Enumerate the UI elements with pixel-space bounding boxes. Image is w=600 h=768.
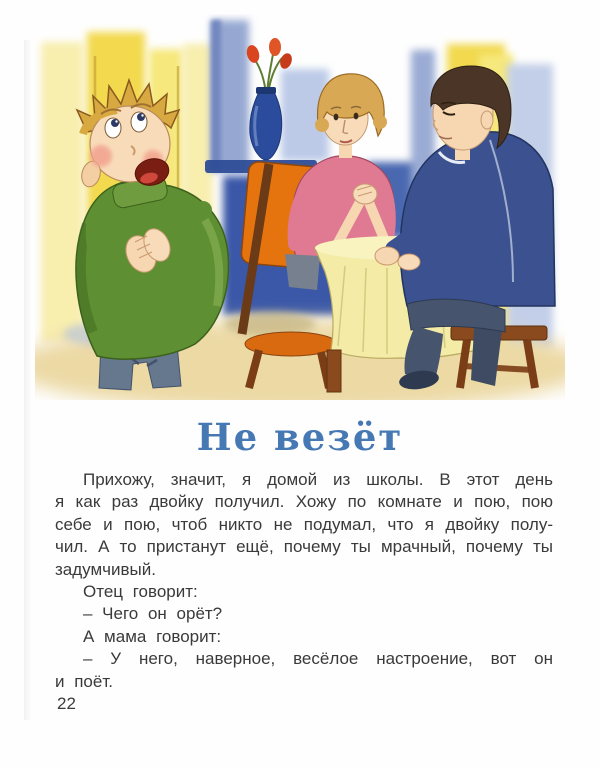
story-line: чил. А то пристанут ещё, почему ты мрачный, почему ты	[55, 537, 553, 557]
boy-eye	[111, 119, 119, 127]
table-leg	[327, 350, 341, 392]
story-line: – У него, наверное, весёлое настроение, вот он	[83, 649, 553, 669]
story-line: Прихожу, значит, я домой из школы. В этот день	[83, 470, 553, 489]
curtain-left-pale	[41, 42, 83, 342]
story-line: – Чего он орёт?	[83, 604, 223, 624]
story-line: Отец говорит:	[83, 581, 198, 601]
mother-skirt	[285, 254, 320, 290]
page-fold-shadow	[24, 40, 32, 720]
story-line: задумчивый.	[55, 559, 156, 579]
page-number: 22	[57, 694, 76, 713]
father-ear	[481, 111, 493, 129]
father-hand	[375, 247, 399, 265]
father-hand	[398, 254, 420, 270]
tulip	[269, 38, 281, 56]
boy-eye	[137, 113, 145, 121]
story-title: Не везёт	[196, 415, 404, 459]
story-line: и поёт.	[55, 671, 113, 691]
story-line: А мама говорит:	[83, 626, 222, 646]
rosy-cheek	[90, 145, 112, 167]
story-illustration	[35, 14, 565, 400]
story-line: я как раз двойку получил. Хожу по комнате и пою, пою	[55, 492, 553, 512]
story-line: себе и пою, чтоб никто не подумал, что я двойку полу-	[55, 514, 553, 534]
tulip	[278, 52, 294, 71]
story-text	[55, 469, 553, 693]
